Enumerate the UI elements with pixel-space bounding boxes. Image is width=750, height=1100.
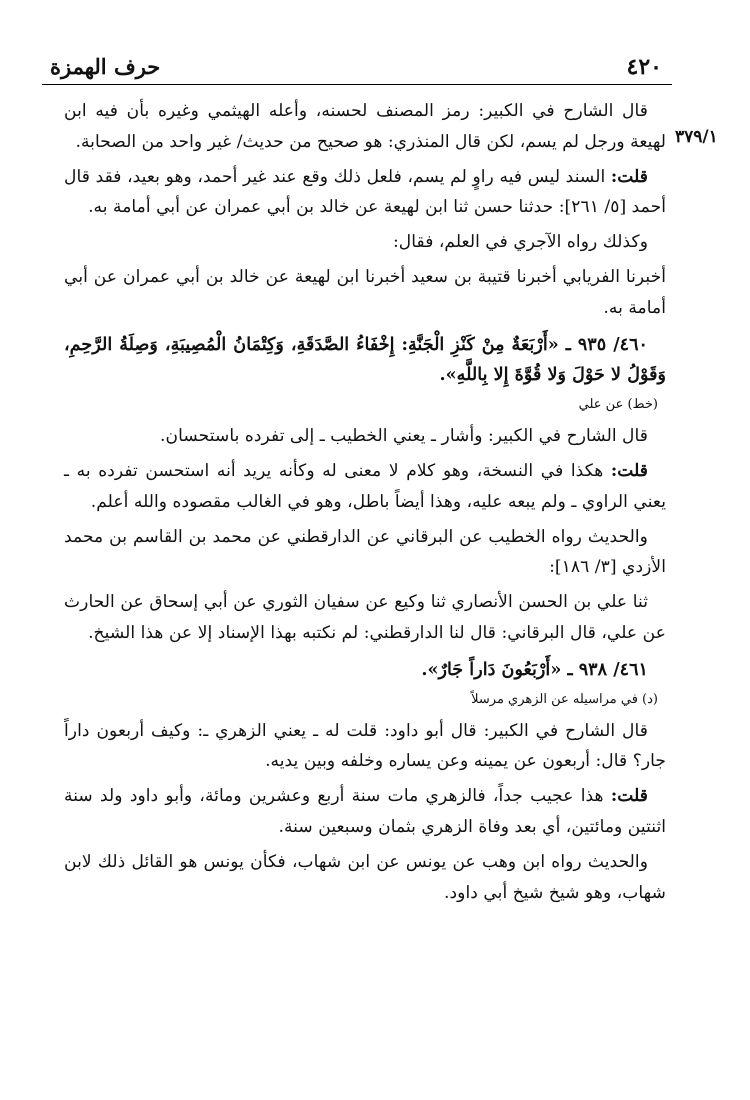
qultu-label: قلت:	[610, 460, 648, 481]
chapter-title: حرف الهمزة	[50, 54, 161, 79]
qultu-label: قلت:	[610, 786, 648, 807]
hadith-text: ٤٦٠/ ٩٣٥ ـ «أَرْبَعَةٌ مِنْ كَنْزِ الْجَنَّةِ: إِخْفَاءُ الصَّدَقَةِ، وَكِتْمَانُ الْمُصِيبَةِ، وَصِلَةُ الرَّحِمِ، وَقَوْلُ لا حَوْلَ وَلا قُوَّةَ إِلا بِاللَّهِ».	[64, 333, 666, 386]
page-header	[42, 48, 672, 85]
paragraph: أخبرنا الفريابي أخبرنا قتيبة بن سعيد أخبرنا ابن لهيعة عن خالد بن أبي عمران عن أبي أمامة به.	[64, 266, 666, 318]
margin-reference: ٣٧٩/١	[675, 127, 718, 147]
paragraph: والحديث رواه ابن وهب عن يونس عن ابن شهاب، فكأن يونس هو القائل ذلك لابن شهاب، وهو شيخ شيخ أبي داود.	[64, 851, 666, 903]
page-body	[64, 96, 666, 912]
paragraph: قال الشارح في الكبير: رمز المصنف لحسنه، وأعله الهيثمي وغيره بأن فيه ابن لهيعة ورجل لم يسم، لكن قال المنذري: هو صحيح من حديث/ غير واحد من الصحابة.	[64, 101, 666, 152]
paragraph: قال الشارح في الكبير: قال أبو داود: قلت له ـ يعني الزهري ـ: وكيف أربعون داراً جار؟ قال: أربعون عن يمينه وعن يساره وخلفه وبين يديه.	[64, 720, 666, 772]
paragraph-text: السند ليس فيه راوٍ لم يسم، فلعل ذلك وقع عند غير أحمد، وهو بعيد، فقد قال أحمد [٥/ ٢٦١]: حدثنا حسن ثنا ابن لهيعة عن خالد بن أبي عمران عن أبي أمامة به.	[64, 166, 666, 218]
qultu-label: قلت:	[610, 166, 648, 187]
paragraph: ثنا علي بن الحسن الأنصاري ثنا وكيع عن سفيان الثوري عن أبي إسحاق عن الحارث عن علي، قال البرقاني: قال لنا الدارقطني: لم نكتبه بهذا الإسناد إلا عن هذا الشيخ.	[64, 592, 666, 643]
hadith-source: (خط) عن علي	[578, 397, 658, 413]
hadith-source: (د) في مراسيله عن الزهري مرسلاً	[471, 691, 658, 707]
page-number: ٤٢٠	[626, 54, 662, 80]
paragraph: قال الشارح في الكبير: وأشار ـ يعني الخطيب ـ إلى تفرده باستحسان.	[160, 426, 648, 447]
hadith-text: ٤٦١/ ٩٣٨ ـ «أَرْبَعُونَ دَاراً جَارٌ».	[421, 658, 648, 680]
paragraph	[64, 456, 666, 518]
paragraph	[64, 781, 666, 843]
paragraph-text: هكذا في النسخة، وهو كلام لا معنى له وكأنه يريد أنه استحسن تفرده به ـ يعني الراوي ـ ولم يبعه عليه، وهذا أيضاً باطل، وهو في الغالب مقصوده والله أعلم.	[64, 460, 666, 512]
paragraph: والحديث رواه الخطيب عن البرقاني عن الدارقطني عن محمد بن القاسم بن محمد الأزدي [٣/ ١٨٦]:	[64, 526, 666, 578]
paragraph	[64, 162, 666, 224]
paragraph-text: هذا عجيب جداً، فالزهري مات سنة أربع وعشرين ومائة، وأبو داود ولد سنة اثنتين ومائتين، أي بعد وفاة الزهري بثمان وسبعين سنة.	[64, 786, 666, 837]
paragraph: وكذلك رواه الآجري في العلم، فقال:	[392, 232, 648, 253]
